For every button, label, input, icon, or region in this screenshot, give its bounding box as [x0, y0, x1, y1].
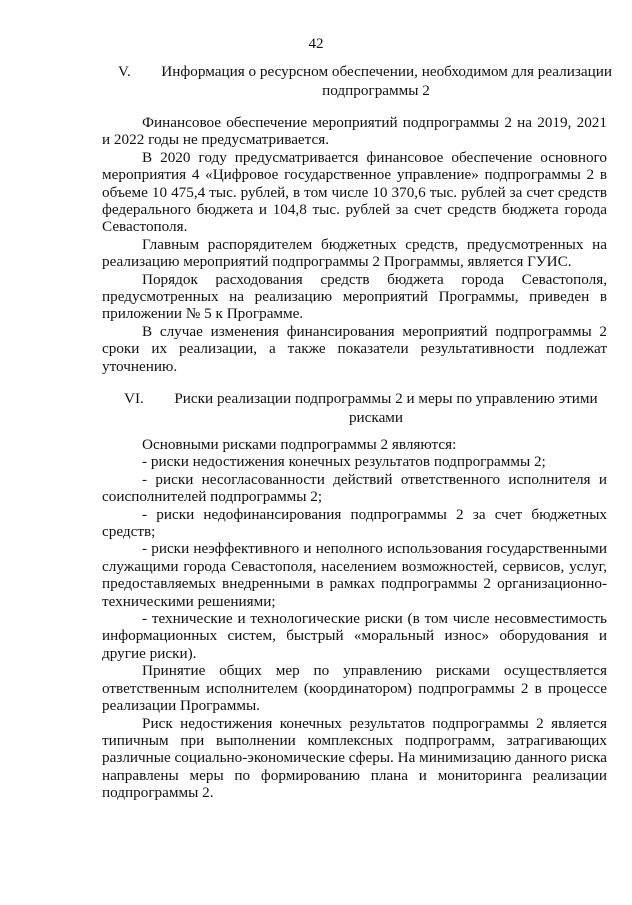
list-item: - технические и технологические риски (в том числе несовместимость информационных систем, быстрый «моральный износ» оборудования и другие риски). [102, 610, 607, 662]
paragraph: Финансовое обеспечение мероприятий подпрограммы 2 на 2019, 2021 и 2022 годы не предусматривается. [102, 114, 607, 149]
section-5-body [102, 114, 607, 375]
paragraph: Основными рисками подпрограммы 2 являются: [142, 436, 457, 453]
paragraph: Порядок расходования средств бюджета города Севастополя, предусмотренных на реализацию мероприятий Программы, приведен в приложении № 5 к Программе. [102, 270, 607, 323]
paragraph: Главным распорядителем бюджетных средств, предусмотренных на реализацию мероприятий подпрограммы 2 Программы, является ГУИС. [102, 235, 607, 271]
section-6-number: VI. [124, 390, 144, 407]
paragraph: Риск недостижения конечных результатов подпрограммы 2 является типичным при выполнении комплексных подпрограмм, затрагивающих различные социально-экономические сферы. На минимизацию данного риска направлены меры по формированию плана и мониторинга реализации подпрограммы 2. [102, 714, 607, 802]
section-5-title-line2: подпрограммы 2 [322, 82, 430, 99]
section-5-title-line1: Информация о ресурсном обеспечении, необходимом для реализации [161, 63, 612, 80]
section-5-heading [100, 62, 612, 100]
paragraph: В случае изменения финансирования мероприятий подпрограммы 2 сроки их реализации, а также показатели результативности подлежат уточнению. [102, 322, 607, 375]
list-item: - риски неэффективного и неполного использования государственными служащими города Севастополя, населением возможностей, сервисов, услуг, предоставляемых внедренными в рамках подпрограммы 2 организационно-техническими решениями; [102, 540, 607, 610]
list-item: - риски несогласованности действий ответственного исполнителя и соисполнителей подпрограммы 2; [102, 470, 607, 506]
section-6-title-line2: рисками [348, 409, 404, 426]
section-6-body [102, 436, 607, 802]
list-item: - риски недостижения конечных результатов подпрограммы 2; [142, 453, 546, 471]
section-5-number: V. [118, 63, 131, 80]
section-6-heading [100, 389, 612, 427]
page-number: 42 [308, 36, 324, 52]
section-6-title-line1: Риски реализации подпрограммы 2 и меры по управлению этими [174, 390, 598, 407]
list-item: - риски недофинансирования подпрограммы 2 за счет бюджетных средств; [102, 505, 607, 541]
paragraph: Принятие общих мер по управлению рисками осуществляется ответственным исполнителем (координатором) подпрограммы 2 в процессе реализации Программы. [102, 662, 607, 715]
paragraph: В 2020 году предусматривается финансовое обеспечение основного мероприятия 4 «Цифровое государственное управление» подпрограммы 2 в объеме 10 475,4 тыс. рублей, в том числе 10 370,6 тыс. рублей за счет средств федерального бюджета и 104,8 тыс. рублей за счет средств бюджета города Севастополя. [102, 148, 607, 236]
